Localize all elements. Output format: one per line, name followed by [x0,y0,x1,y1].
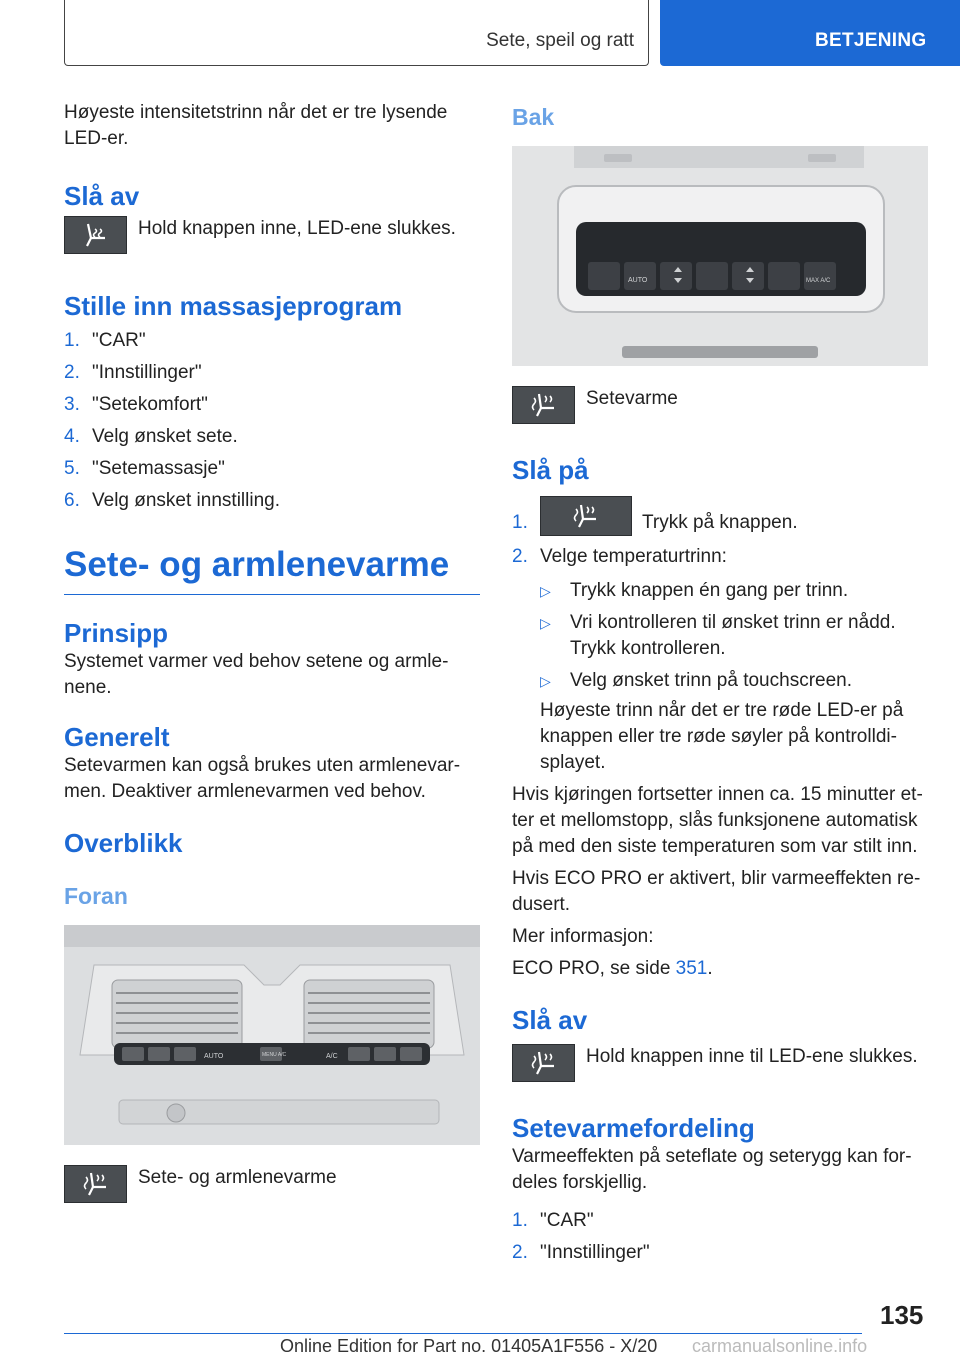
list-item: ▷ Velg ønsket trinn på touchscreen. [540,670,852,691]
temperature-options [540,578,928,694]
seat-heating-icon [64,1165,127,1203]
overview-heading: Overblikk [64,828,183,858]
rear-panel-max-ac-label: MAX A/C [806,278,831,284]
on-step-1: 1. Trykk på knappen. [512,496,928,536]
list-item: 4. Velg ønsket sete. [64,426,238,447]
distribution-heading: Setevarmefordeling [512,1113,755,1143]
off-heading: Slå av [64,181,140,211]
paragraph-4: ECO PRO, se side 351. [512,958,713,979]
off-instruction-rear [512,1044,928,1082]
off-instruction [64,216,480,254]
off-text-rear: Hold knappen inne til LED-ene slukkes. [586,1046,918,1067]
rear-caption: Setevarme [586,388,678,409]
on-heading: Slå på [512,455,589,485]
chapter-title: Sete- og armlenevarme [64,544,480,595]
footer-divider [64,1333,862,1334]
footer-edition: Online Edition for Part no. 01405A1F556 - X/20 [280,1336,658,1356]
list-item: ▷ Vri kontrolleren til ønsket trinn er nådd. Trykk kontrolleren. [540,612,896,659]
footer-watermark: carmanualsonline.info [692,1336,868,1356]
front-caption: Sete- og armlenevarme [138,1167,337,1188]
front-console-photo [64,925,480,1145]
right-column [512,100,928,1272]
principle-heading: Prinsipp [64,618,169,648]
step-note: Høyeste trinn når det er tre røde LED-er på knappen eller tre røde søyler på kontrolldisplayet. [540,700,904,773]
general-text: Setevarmen kan også brukes uten armlenevarmen. Deaktiver armlenevarmen ved behov. [64,755,461,802]
rear-caption-row [512,386,928,424]
list-item: 1. "CAR" [512,1210,594,1231]
header-section-title: Sete, speil og ratt [486,30,634,51]
front-heading: Foran [64,883,128,909]
principle-text: Systemet varmer ved behov setene og armlenene. [64,651,449,698]
distribution-steps [512,1208,928,1266]
front-panel-menu-label: MENU A/C [262,1052,287,1058]
front-caption-row [64,1165,480,1203]
general-heading: Generelt [64,722,170,752]
left-column [64,100,480,1203]
rear-panel-auto-label: AUTO [628,277,648,284]
list-item: 2. "Innstillinger" [64,362,202,383]
list-item: 3. "Setekomfort" [64,394,208,415]
list-item: ▷ Trykk knappen én gang per trinn. [540,580,849,601]
intro-text: Høyeste intensitetstrinn når det er tre lysende LED-er. [64,102,448,149]
paragraph-2: Hvis ECO PRO er aktivert, blir varmeeffekten redusert. [512,868,921,915]
off-text: Hold knappen inne, LED-ene slukkes. [138,218,456,239]
seat-heating-icon [512,386,575,424]
distribution-text: Varmeeffekten på seteflate og seterygg kan fordeles forskjellig. [512,1146,912,1193]
list-item: 5. "Setemassasje" [64,458,225,479]
list-item: 6. Velg ønsket innstilling. [64,490,280,511]
massage-steps [64,328,480,514]
page-reference-link[interactable]: 351 [675,958,708,979]
header-chapter-tab[interactable] [660,0,960,66]
front-panel-ac-label: A/C [326,1053,338,1060]
list-item: 1. "CAR" [64,330,146,351]
rear-heading: Bak [512,104,555,130]
massage-seat-icon [64,216,127,254]
paragraph-3: Mer informasjon: [512,926,654,947]
massage-heading: Stille inn massasjeprogram [64,291,403,321]
on-step-2: 2. Velge temperaturtrinn: [512,546,727,567]
header-chapter-label: BETJENING [815,30,927,51]
on-step-2-body [540,578,928,776]
seat-heating-icon [512,1044,575,1082]
seat-heating-icon [540,496,632,536]
off-heading-rear: Slå av [512,1005,588,1035]
list-item: 2. "Innstillinger" [512,1242,650,1263]
paragraph-1: Hvis kjøringen fortsetter innen ca. 15 minutter etter et mellomstopp, slås funksjonene automatisk på med den siste temperaturen som var stilt inn. [512,784,923,857]
front-panel-auto-label: AUTO [204,1053,224,1060]
rear-console-photo [512,146,928,366]
page-number: 135 [880,1300,924,1330]
